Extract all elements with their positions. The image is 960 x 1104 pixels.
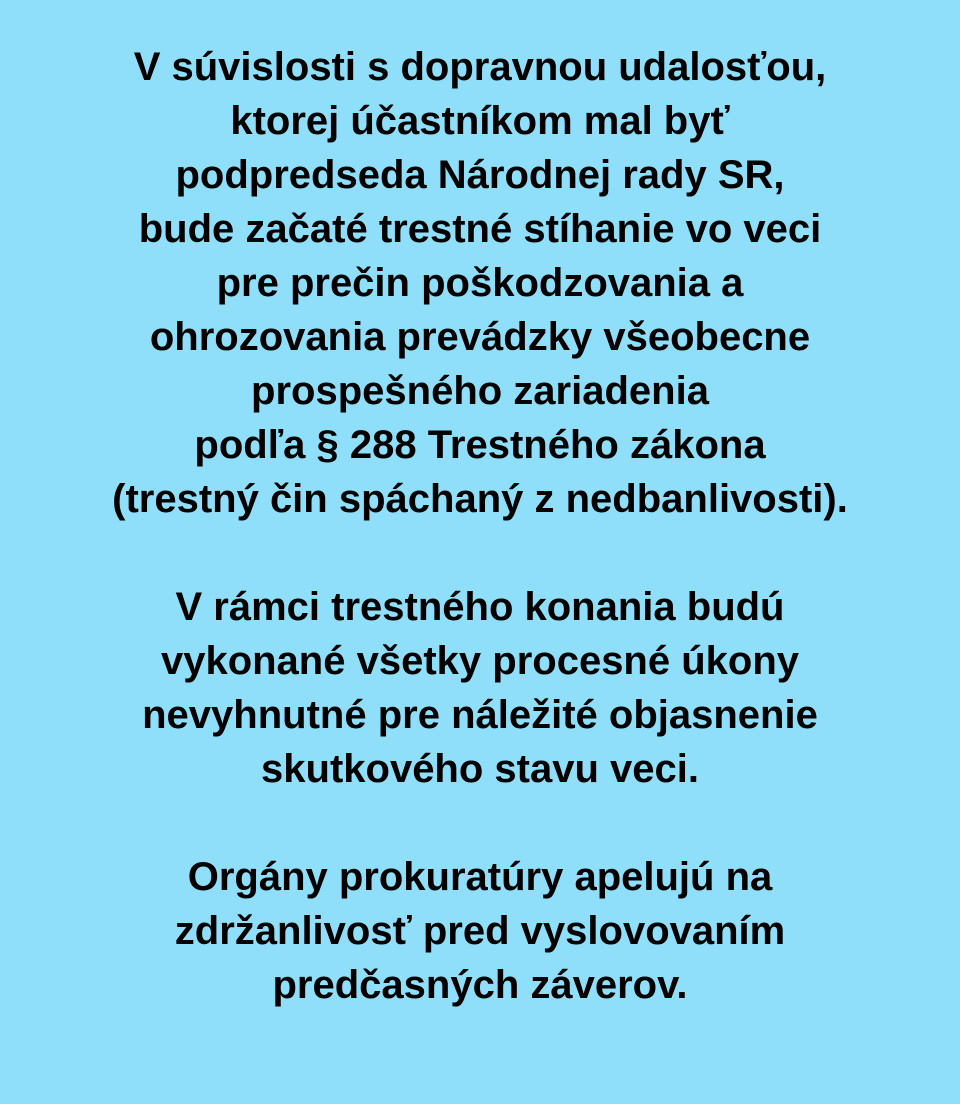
paragraph-line: Orgány prokuratúry apelujú na	[187, 855, 773, 899]
paragraph-line: V rámci trestného konania budú	[175, 585, 785, 629]
paragraph-proceedings	[0, 580, 960, 796]
paragraph-line: zdržanlivosť pred vyslovovaním	[174, 909, 786, 953]
paragraph-line: nevyhnutné pre náležité objasnenie	[142, 693, 818, 737]
paragraph-incident	[0, 40, 960, 526]
paragraph-appeal	[0, 850, 960, 1012]
paragraph-line: vykonané všetky procesné úkony	[160, 639, 800, 683]
paragraph-line: podľa § 288 Trestného zákona	[194, 423, 766, 467]
paragraph-line: ohrozovania prevádzky všeobecne	[149, 315, 811, 359]
paragraph-line: bude začaté trestné stíhanie vo veci	[138, 207, 822, 251]
paragraph-line: ktorej účastníkom mal byť	[230, 99, 730, 143]
paragraph-line: predčasných záverov.	[272, 963, 688, 1007]
paragraph-line: prospešného zariadenia	[251, 369, 709, 413]
paragraph-line: (trestný čin spáchaný z nedbanlivosti).	[112, 477, 848, 521]
paragraph-line: pre prečin poškodzovania a	[216, 261, 744, 305]
paragraph-line: skutkového stavu veci.	[261, 747, 699, 791]
paragraph-line: V súvislosti s dopravnou udalosťou,	[133, 45, 827, 89]
statement-text	[0, 40, 960, 1012]
paragraph-line: podpredseda Národnej rady SR,	[175, 153, 785, 197]
